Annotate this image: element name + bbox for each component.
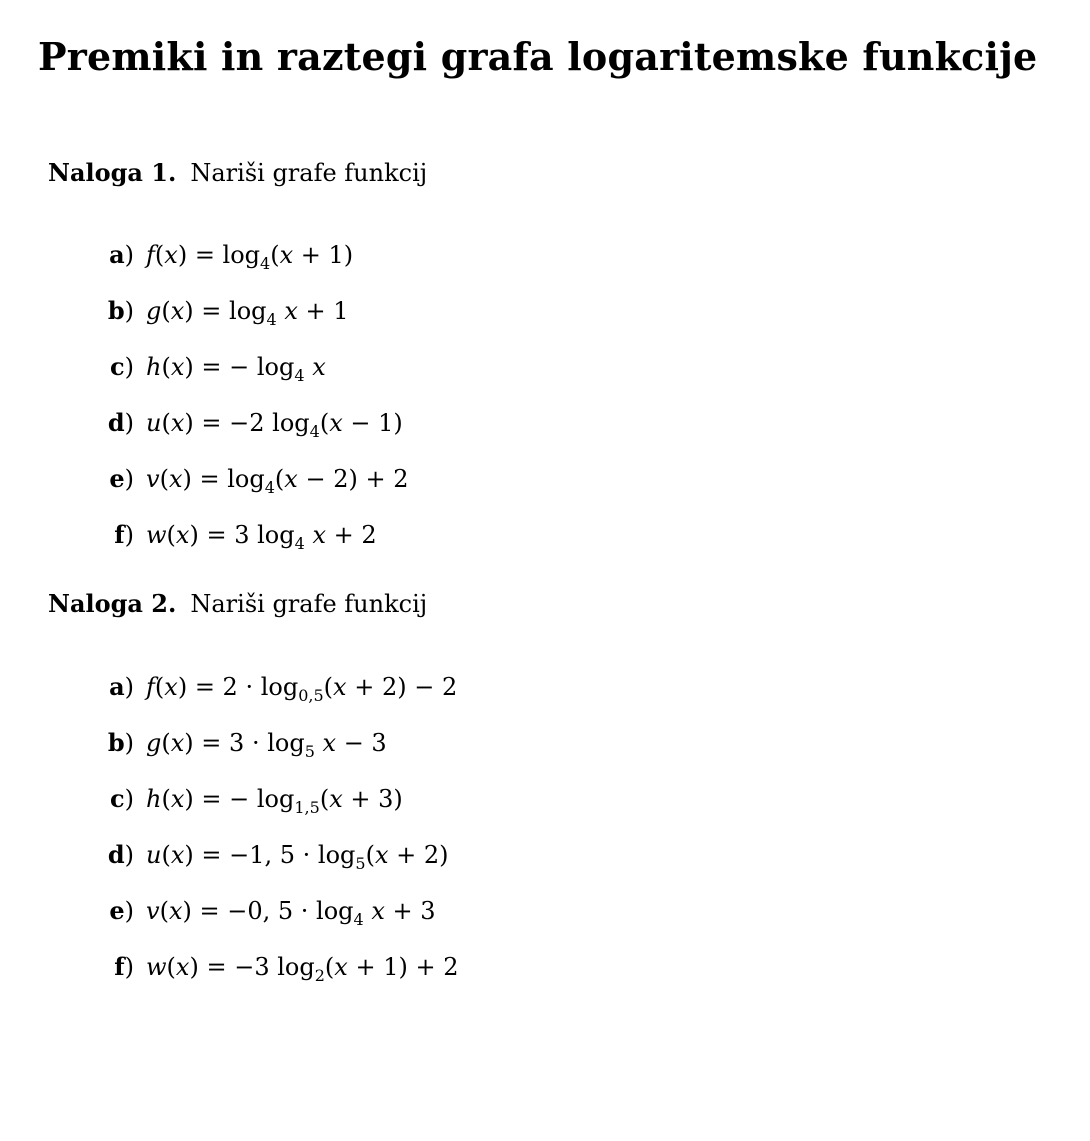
page-title: Premiki in raztegi grafa logaritemske funkcije [38, 34, 1038, 79]
exercise-item [100, 520, 377, 553]
exercise-item [100, 840, 449, 873]
exercise-item [100, 296, 349, 329]
exercise-item [100, 896, 436, 929]
item-expression: $g(x) = 3 \cdot \log_5 x - 3$ [146, 729, 387, 761]
item-letter: c) [110, 352, 134, 381]
item-letter: f) [114, 520, 134, 549]
item-expression: h(x) = − $\log_{1,5}(x + 3)$ [146, 785, 403, 817]
task-1-heading [48, 158, 427, 187]
task-1-label: Naloga 1. [48, 158, 177, 187]
task-2-heading [48, 589, 427, 618]
exercise-item [100, 352, 326, 385]
item-letter: d) [107, 408, 134, 437]
exercise-item [100, 728, 387, 761]
exercise-item [100, 784, 403, 817]
task-1-instruction: Nariši grafe funkcij [190, 159, 428, 187]
item-letter: e) [109, 464, 134, 493]
exercise-item [100, 408, 403, 441]
exercise-item [100, 672, 458, 705]
item-expression: u(x) = −2 $\log_4(x - 1)$ [146, 409, 403, 441]
item-expression: u(x) = −1, $5 \cdot \log_5(x + 2)$ [146, 841, 449, 873]
item-letter: b) [107, 728, 134, 757]
item-letter: d) [107, 840, 134, 869]
item-letter: a) [109, 672, 134, 701]
item-letter: e) [109, 896, 134, 925]
item-expression: $f(x) = \log_4(x + 1)$ [146, 241, 354, 273]
item-expression: $f(x) = 2 \cdot \log_{0,5}(x + 2) - 2$ [146, 673, 458, 705]
item-letter: f) [114, 952, 134, 981]
exercise-item [100, 464, 409, 497]
exercise-item [100, 240, 354, 273]
item-expression: $v(x) = \log_4(x - 2) + 2$ [146, 465, 409, 497]
item-expression: h(x) = − $\log_4 x$ [146, 353, 326, 385]
item-expression: w(x) = 3 $\log_4 x + 2$ [146, 521, 377, 553]
task-2-label: Naloga 2. [48, 589, 177, 618]
item-expression: w(x) = −3 $\log_2(x + 1) + 2$ [146, 953, 459, 985]
item-expression: v(x) = −0, $5 \cdot \log_4 x + 3$ [146, 897, 436, 929]
task-2-instruction: Nariši grafe funkcij [190, 590, 428, 618]
item-letter: a) [109, 240, 134, 269]
item-letter: c) [110, 784, 134, 813]
exercise-item [100, 952, 459, 985]
item-letter: b) [107, 296, 134, 325]
item-expression: $g(x) = \log_4 x + 1$ [146, 297, 349, 329]
